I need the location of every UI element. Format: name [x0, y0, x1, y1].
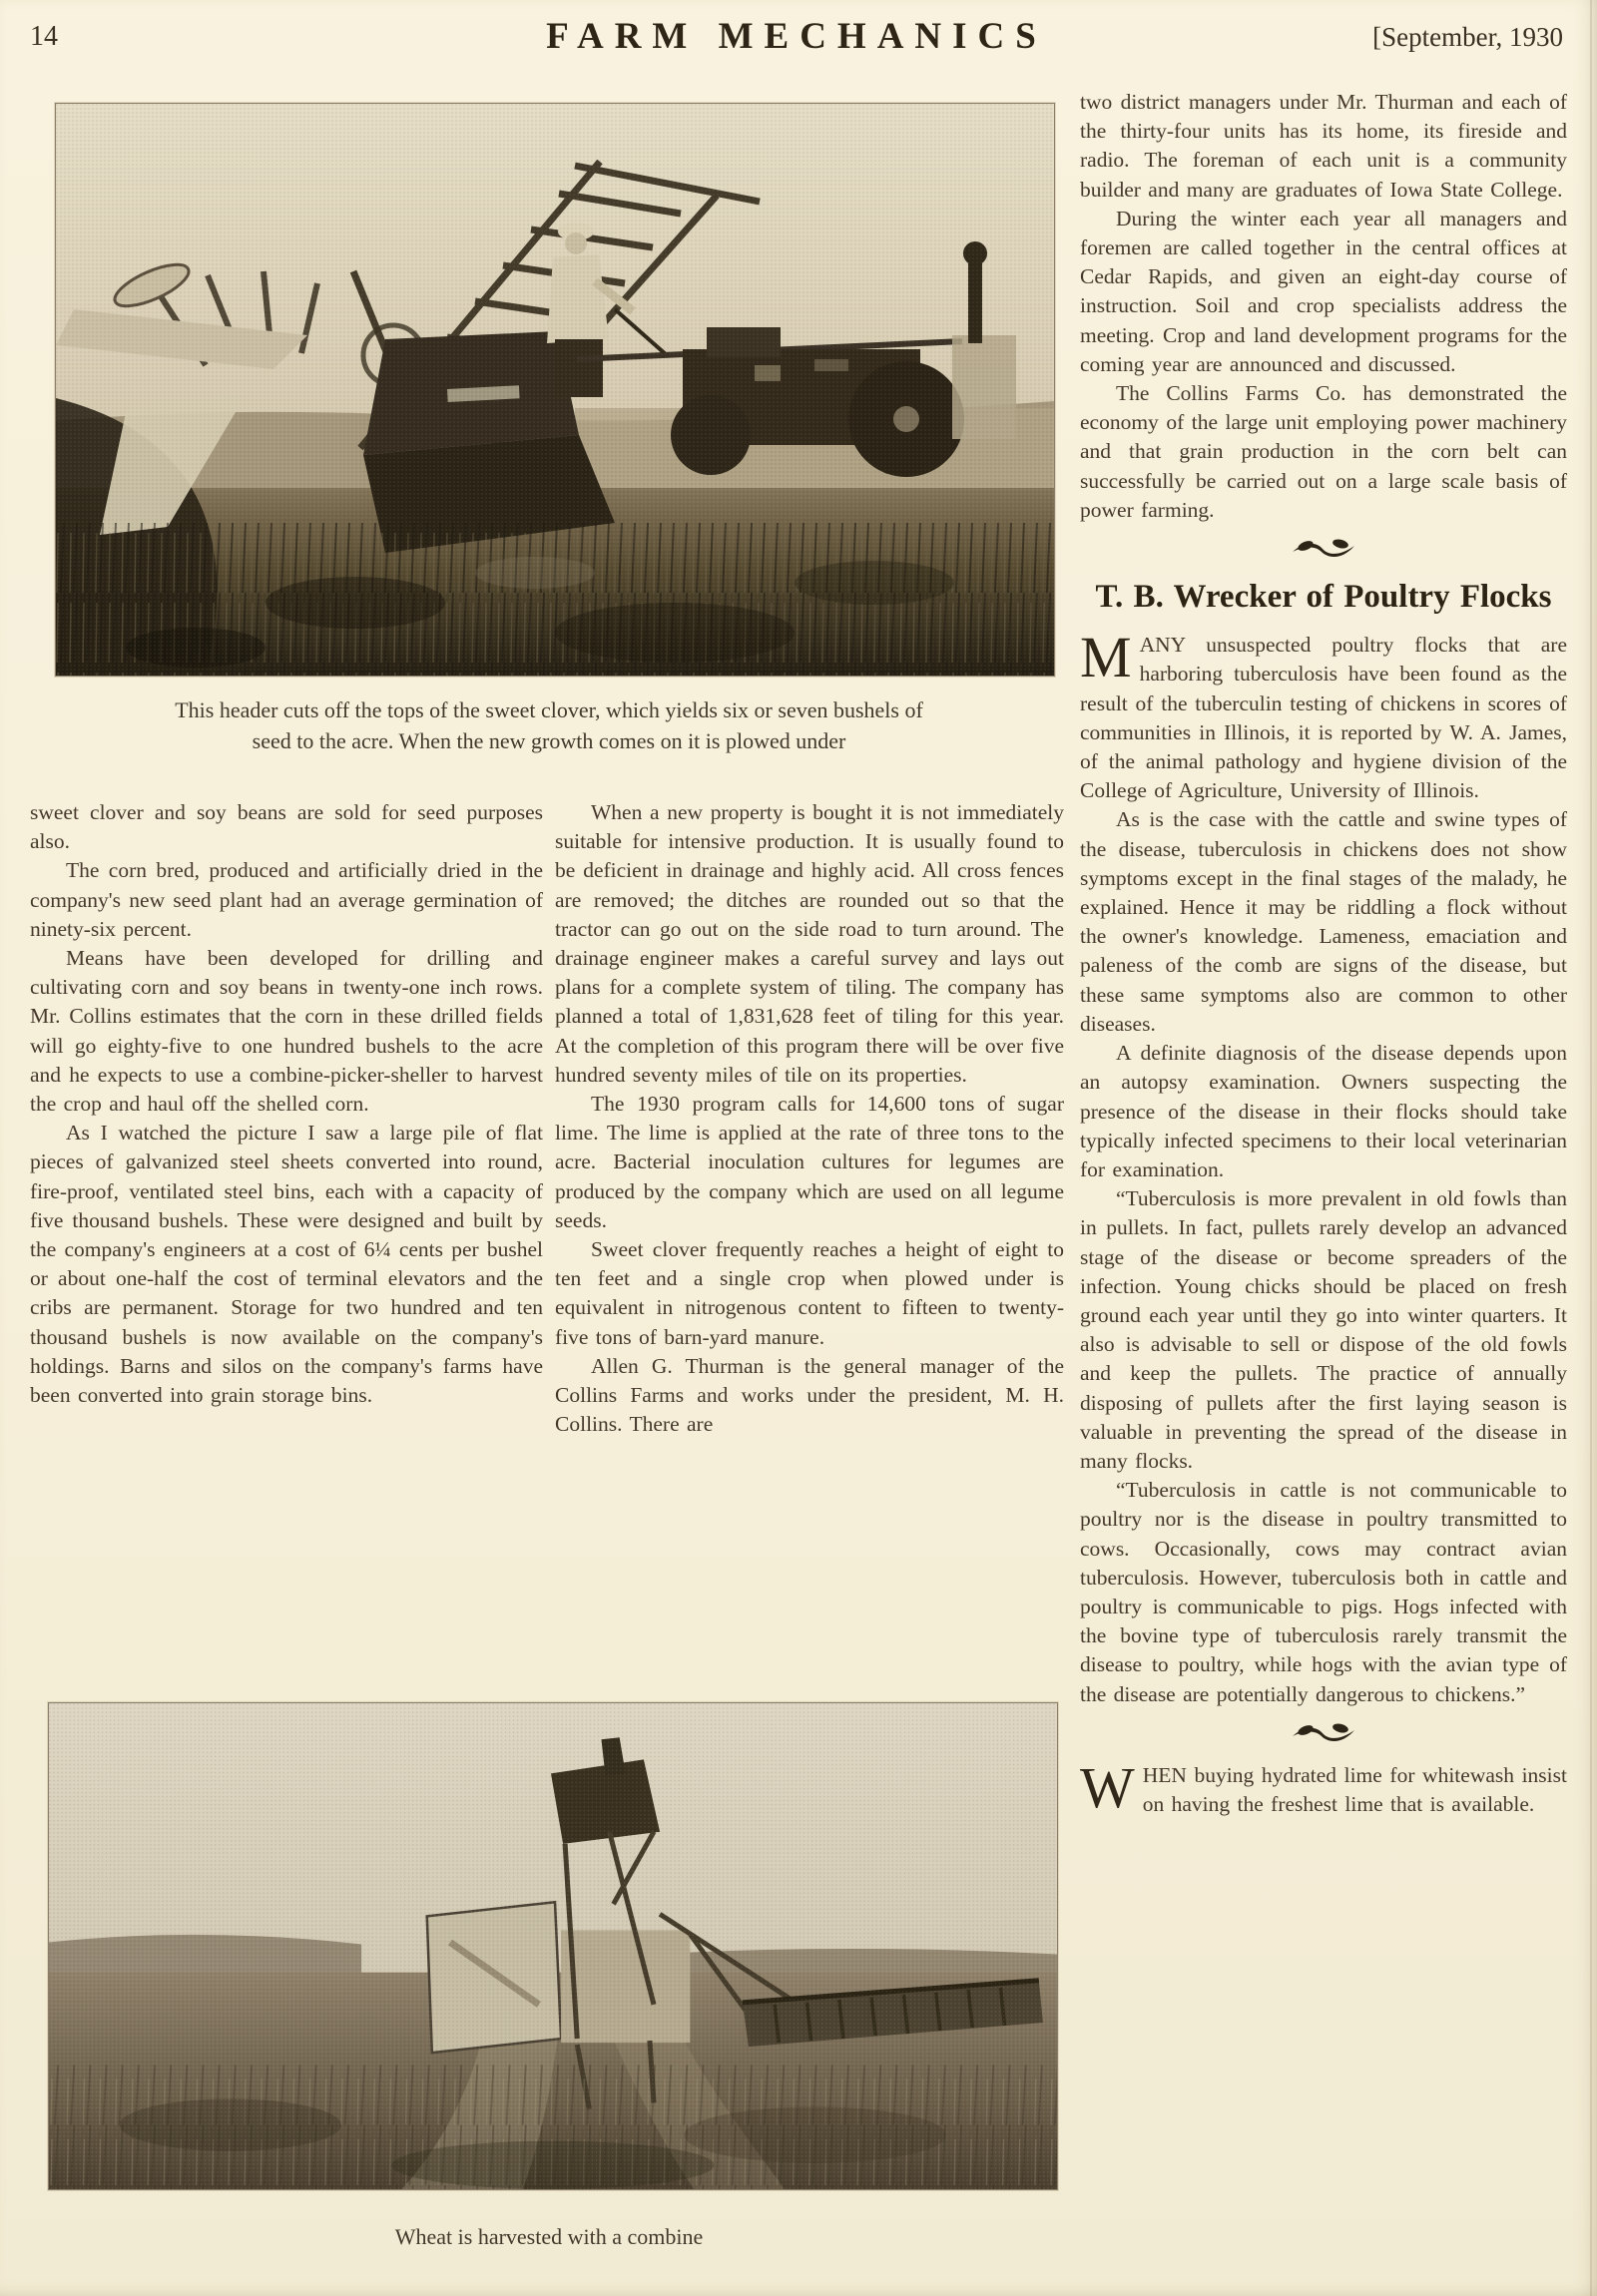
middle-column-paragraph: Allen G. Thurman is the general manager of the Collins Farms and works under the president, M. H. Collins. There are	[555, 1353, 1064, 1437]
issue-date: [September, 1930	[1372, 22, 1563, 52]
right-column-paragraph: two district managers under Mr. Thurman and each of the thirty-four units has its home, its fireside and radio. The foreman of each unit is a community builder and many are graduates of Iowa State College.	[1080, 90, 1567, 202]
middle-column-paragraph: Sweet clover frequently reaches a height of eight to ten feet and a single crop when plowed under is equivalent in nitrogenous content to fifteen to twenty-five tons of barn-yard manure.	[555, 1237, 1064, 1349]
article-paragraph: As is the case with the cattle and swine types of the disease, tuberculosis in chickens does not show symptoms except in the final stages of the malady, he explained. Hence it may be riddling a flock without the owner's knowledge. Lameness, emaciation and paleness of the comb are signs of the disease, but these same symptoms also are common to other diseases.	[1080, 807, 1567, 1036]
left-column	[30, 798, 543, 1410]
right-column	[1080, 88, 1567, 1819]
middle-column-paragraph: When a new property is bought it is not immediately suitable for intensive production. It is usually found to be deficient in drainage and highly acid. All cross fences are removed; the ditches are rounded out so that the tractor can go out on the side road to turn around. The drainage engineer makes a careful survey and lays out plans for a complete system of tiling. The company has planned a total of 1,831,628 feet of tiling for this year. At the completion of this program there will be over five hundred seventy miles of tile on its properties.	[555, 800, 1064, 1087]
article-lead-paragraph	[1080, 625, 1567, 805]
right-column-paragraph: During the winter each year all managers and foremen are called together in the central offices at Cedar Rapids, and given an eight-day course of instruction. Soil and crop specialists address the meeting. Crop and land development programs for the coming year are announced and discussed.	[1080, 206, 1567, 376]
middle-column	[555, 798, 1064, 1439]
article-lead-text: ANY unsuspected poultry flocks that are harboring tuberculosis have been found as the result of the tuberculin testing of chickens in scores of communities in Illinois, it is reported by W. A. James, of the animal pathology and hygiene division of the College of Agriculture, University of Illinois.	[1080, 633, 1567, 803]
closing-note-paragraph	[1080, 1754, 1567, 1820]
article-paragraph: “Tuberculosis is more prevalent in old fowls than in pullets. In fact, pullets rarely develop an advanced stage of the disease or become spreaders of the infection. Young chicks should be placed on fresh ground each year until they go into winter quarters. It also is advisable to sell or dispose of the old fowls and keep the pullets. The practice of annually disposing of pullets after the first laying season is valuable in preventing the spread of the disease in many flocks.	[1080, 1186, 1567, 1473]
article-paragraph: “Tuberculosis in cattle is not communicable to poultry nor is the disease in poultry transmitted to cows. Occasionally, cows may contract avian tuberculosis. However, tuberculosis both in cattle and poultry is communicable to pigs. Hogs infected with the bovine type of tuberculosis rarely transmit the disease to poultry, while hogs with the avian type of the disease are potentially dangerous to chickens.”	[1080, 1478, 1567, 1706]
top-photo	[55, 103, 1055, 677]
fleuron-ornament-icon	[1080, 537, 1567, 569]
page-number: 14	[30, 21, 58, 52]
top-photo-caption	[40, 694, 1058, 756]
closing-note-text: HEN buying hydrated lime for whitewash insist on having the freshest lime that is available.	[1142, 1762, 1567, 1817]
caption-line: seed to the acre. When the new growth comes on it is plowed under	[252, 728, 846, 753]
drop-cap-initial: W	[1080, 1754, 1135, 1820]
magazine-title: FARM MECHANICS	[546, 16, 1047, 57]
article-heading: T. B. Wrecker of Poultry Flocks	[1095, 579, 1552, 616]
article-paragraph: A definite diagnosis of the disease depends upon an autopsy examination. Owners suspecting the presence of the disease in their flocks should take typically infected specimens to their local veterinarian for examination.	[1080, 1041, 1567, 1181]
left-column-paragraph: The corn bred, produced and artificially dried in the company's new seed plant had an average germination of ninety-six percent.	[30, 858, 543, 941]
drop-cap-initial: M	[1080, 625, 1132, 690]
tractor-header-photo-illustration	[56, 104, 1054, 676]
masthead	[30, 14, 1563, 60]
middle-column-paragraph: The 1930 program calls for 14,600 tons of sugar lime. The lime is applied at the rate of three tons to the acre. Bacterial inoculation cultures for legumes are produced by the company which are used on all legume seeds.	[555, 1092, 1064, 1232]
caption-line: This header cuts off the tops of the sweet clover, which yields six or seven bushels of	[175, 697, 923, 722]
right-column-paragraph: The Collins Farms Co. has demonstrated the economy of the large unit employing power machinery and that grain production in the corn belt can successfully be carried out on a large scale basis of power farming.	[1080, 381, 1567, 522]
left-column-paragraph: As I watched the picture I saw a large pile of flat pieces of galvanized steel sheets converted into round, fire-proof, ventilated steel bins, each with a capacity of five thousand bushels. These were designed and built by the company's engineers at a cost of 6¼ cents per bushel or about one-half the cost of terminal elevators and the cribs are permanent. Storage for two hundred and ten thousand bushels is now available on the company's holdings. Barns and silos on the company's farms have been converted into grain storage bins.	[30, 1121, 543, 1408]
bottom-photo	[48, 1702, 1058, 2190]
left-column-paragraph: Means have been developed for drilling and cultivating corn and soy beans in twenty-one inch rows. Mr. Collins estimates that the corn in these drilled fields will go eighty-five to one hundred bushels to the acre and he expects to use a combine-picker-sheller to harvest the crop and haul off the shelled corn.	[30, 946, 543, 1117]
fleuron-ornament-icon	[1080, 1721, 1567, 1753]
wheat-combine-photo-illustration	[49, 1703, 1057, 2189]
bottom-photo-caption: Wheat is harvested with a combine	[394, 2224, 704, 2249]
left-column-paragraph: sweet clover and soy beans are sold for seed purposes also.	[30, 800, 543, 854]
